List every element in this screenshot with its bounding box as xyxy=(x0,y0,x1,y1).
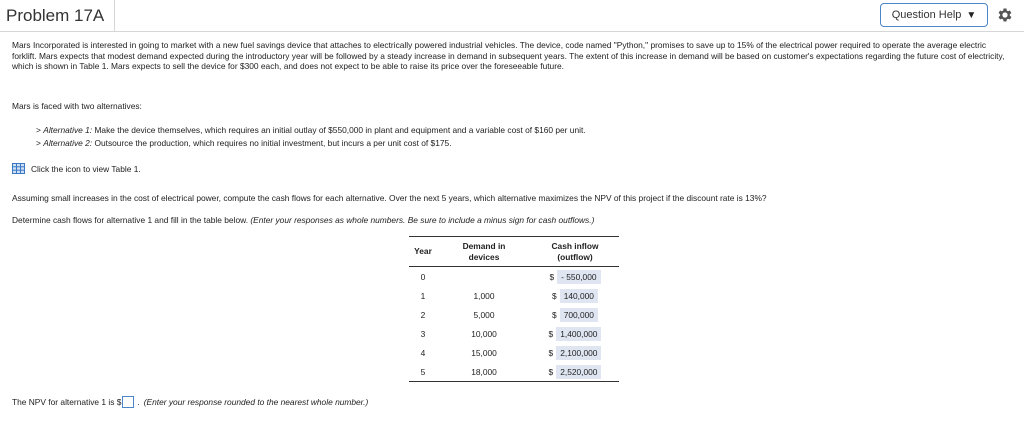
question-help-button[interactable] xyxy=(880,3,988,27)
table-grid-icon[interactable] xyxy=(12,163,25,174)
cash-cell xyxy=(531,267,619,287)
cash-flow-answer[interactable]: 2,520,000 xyxy=(556,365,601,379)
cash-flow-answer[interactable]: 2,100,000 xyxy=(556,346,601,360)
page-title: Problem 17A xyxy=(6,6,105,25)
demand-cell: 5,000 xyxy=(473,309,495,320)
question-text: Assuming small increases in the cost of electrical power, compute the cash flows for each alternative. Over the next 5 years, which alternative maximizes the NPV of this project if the discount rate is 13%? xyxy=(12,193,767,203)
alternatives-intro: Mars is faced with two alternatives: xyxy=(12,101,142,111)
demand-cell: 1,000 xyxy=(473,290,495,301)
title-divider xyxy=(114,0,115,31)
cash-flow-answer[interactable]: 140,000 xyxy=(560,289,598,303)
bullet-marker: > xyxy=(36,125,41,135)
instruction-note: (Enter your responses as whole numbers. Be sure to include a minus sign for cash outflows.) xyxy=(250,215,595,225)
alternative-2-text: Outsource the production, which requires no initial investment, but incurs a per unit cost of $175. xyxy=(94,138,452,148)
npv-period: . xyxy=(137,397,140,407)
view-table-1-link[interactable] xyxy=(12,163,141,174)
currency-symbol: $ xyxy=(552,309,557,320)
header-cash-line2: (outflow) xyxy=(557,251,593,262)
instruction xyxy=(12,215,594,225)
cash-flow-table xyxy=(409,236,619,382)
header-demand xyxy=(437,237,531,267)
currency-symbol: $ xyxy=(548,347,554,358)
table-row xyxy=(409,305,619,324)
year-cell: 4 xyxy=(420,347,426,358)
cash-cell xyxy=(531,286,619,305)
demand-cell: 18,000 xyxy=(471,366,497,377)
table-row xyxy=(409,362,619,382)
alternative-1 xyxy=(36,125,586,135)
npv-note: (Enter your response rounded to the nearest whole number.) xyxy=(143,397,369,407)
currency-symbol: $ xyxy=(548,366,554,377)
alternative-2-name: Alternative 2: xyxy=(43,138,93,148)
instruction-main: Determine cash flows for alternative 1 and fill in the table below. xyxy=(12,215,249,225)
header-year: Year xyxy=(414,246,432,256)
table-row xyxy=(409,286,619,305)
question-help-label: Question Help xyxy=(891,9,962,21)
cash-cell xyxy=(531,305,619,324)
npv-question xyxy=(12,396,368,408)
table-row xyxy=(409,324,619,343)
header-divider xyxy=(0,31,1024,32)
table-header-row xyxy=(409,237,619,267)
currency-symbol: $ xyxy=(549,271,555,282)
currency-symbol: $ xyxy=(548,328,554,339)
currency-symbol: $ xyxy=(552,290,557,301)
cash-cell xyxy=(531,362,619,382)
year-cell: 5 xyxy=(420,366,426,377)
header-demand-line1: Demand in xyxy=(462,240,506,251)
table-row xyxy=(409,267,619,287)
view-table-1-text: Click the icon to view Table 1. xyxy=(31,163,141,174)
alternative-1-text: Make the device themselves, which requires an initial outlay of $550,000 in plant and equipment and a variable cost of $160 per unit. xyxy=(94,125,586,135)
alternative-2 xyxy=(36,138,452,148)
year-cell: 2 xyxy=(420,309,426,320)
demand-cell: 10,000 xyxy=(471,328,497,339)
demand-cell xyxy=(437,267,531,287)
header-cash-line1: Cash inflow xyxy=(551,240,599,251)
gear-icon[interactable] xyxy=(996,6,1014,24)
cash-flow-answer[interactable]: 1,400,000 xyxy=(556,327,601,341)
npv-input[interactable] xyxy=(122,396,134,408)
demand-cell: 15,000 xyxy=(471,347,497,358)
alternative-1-name: Alternative 1: xyxy=(43,125,93,135)
cash-cell xyxy=(531,324,619,343)
table-row xyxy=(409,343,619,362)
year-cell: 3 xyxy=(420,328,426,339)
header-demand-line2: devices xyxy=(468,251,500,262)
cash-flow-answer[interactable]: 700,000 xyxy=(560,308,598,322)
cash-cell xyxy=(531,343,619,362)
caret-down-icon: ▼ xyxy=(966,9,977,21)
year-cell: 0 xyxy=(420,271,426,282)
cash-flow-answer[interactable]: - 550,000 xyxy=(557,270,600,284)
bullet-marker: > xyxy=(36,138,41,148)
problem-description: Mars Incorporated is interested in going to market with a new fuel savings device that attaches to electrically powered industrial vehicles. The device, code named "Python," promises to save up to 15% of the electrical power required to operate the average electric forklift. Mars expects that modest demand expected during the introductory year will be followed by a steady increase in demand in subsequent years. The extent of this increase in demand will be based on customer's expectations regarding the future cost of electricity, which is shown in Table 1. Mars expects to sell the device for $300 each, and does not expect to be able to raise its price over the foreseeable future. xyxy=(12,40,1005,72)
year-cell: 1 xyxy=(420,290,426,301)
header-cash xyxy=(531,237,619,267)
npv-label: The NPV for alternative 1 is $ xyxy=(12,397,122,407)
